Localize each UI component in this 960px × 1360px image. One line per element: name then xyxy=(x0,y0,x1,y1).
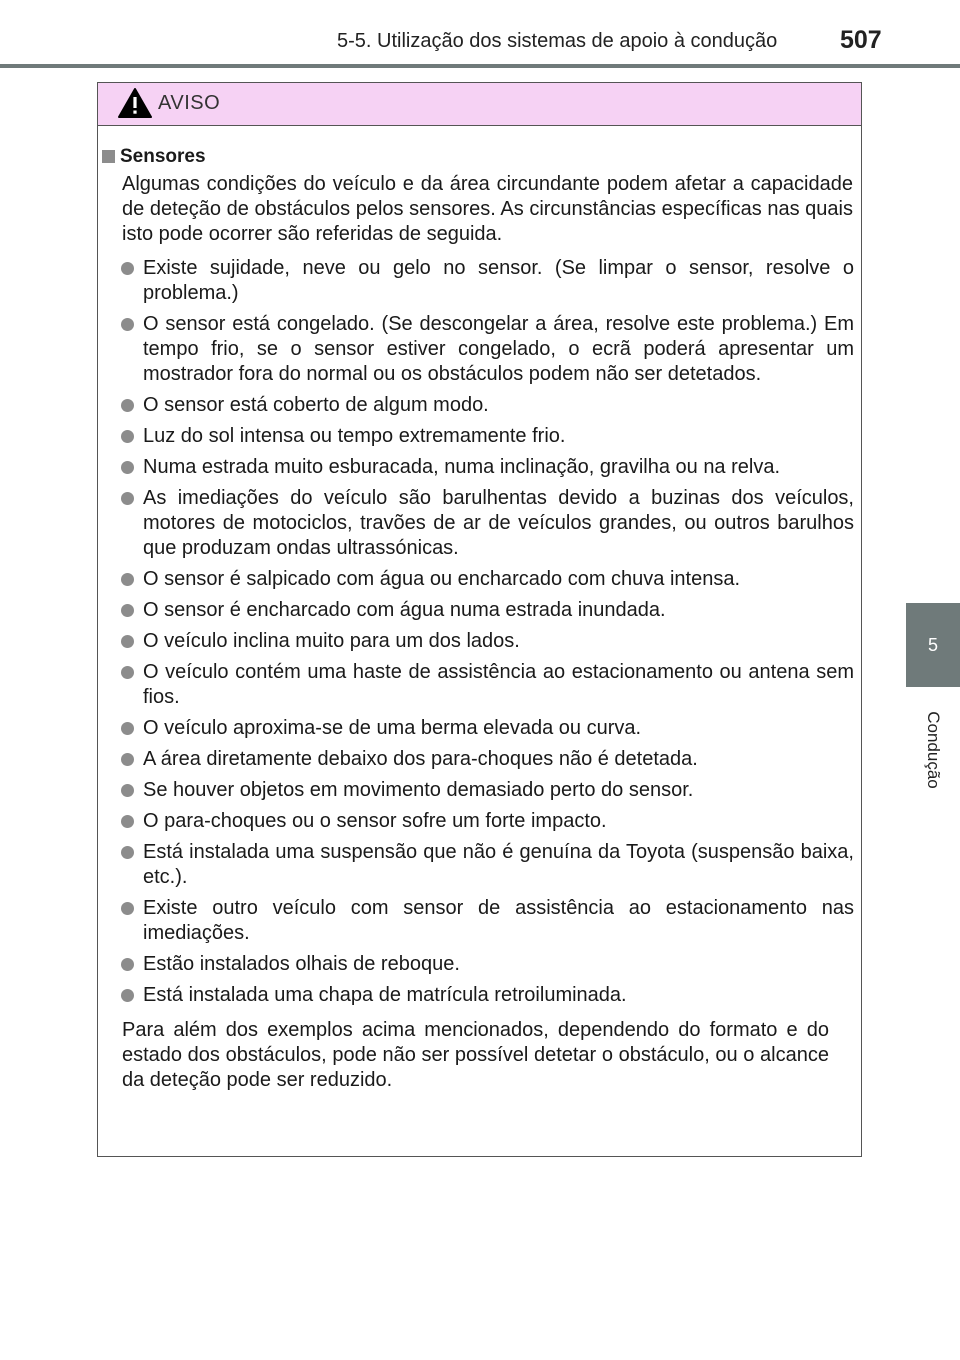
list-item xyxy=(121,486,854,561)
warning-box xyxy=(97,82,862,1157)
square-bullet-icon xyxy=(102,150,115,163)
list-item xyxy=(121,952,854,977)
list-item-text: A área diretamente debaixo dos para-choques não é detetada. xyxy=(143,748,698,770)
list-item-text: O veículo inclina muito para um dos lados. xyxy=(143,630,520,652)
list-item-text: O sensor é salpicado com água ou encharcado com chuva intensa. xyxy=(143,568,741,590)
list-item-text: O sensor está congelado. (Se descongelar a área, resolve este problema.) Em tempo frio, se o sensor estiver congelado, o ecrã poderá apresentar um mostrador fora do normal ou os obstáculos podem não ser detetados. xyxy=(143,313,854,385)
circle-bullet-icon xyxy=(121,902,134,915)
circle-bullet-icon xyxy=(121,666,134,679)
circle-bullet-icon xyxy=(121,815,134,828)
circle-bullet-icon xyxy=(121,430,134,443)
warning-title: AVISO xyxy=(158,92,221,114)
circle-bullet-icon xyxy=(121,753,134,766)
circle-bullet-icon xyxy=(121,461,134,474)
list-item-text: Está instalada uma chapa de matrícula retroiluminada. xyxy=(143,984,627,1006)
circle-bullet-icon xyxy=(121,722,134,735)
circle-bullet-icon xyxy=(121,846,134,859)
list-item-text: O sensor está coberto de algum modo. xyxy=(143,394,489,416)
list-item xyxy=(121,778,854,803)
list-item-text: Se houver objetos em movimento demasiado perto do sensor. xyxy=(143,779,694,801)
list-item xyxy=(121,455,854,480)
list-item-text: Existe sujidade, neve ou gelo no sensor. (Se limpar o sensor, resolve o problema.) xyxy=(143,257,854,304)
circle-bullet-icon xyxy=(121,989,134,1002)
circle-bullet-icon xyxy=(121,492,134,505)
list-item xyxy=(121,747,854,772)
circle-bullet-icon xyxy=(121,784,134,797)
list-item-text: Estão instalados olhais de reboque. xyxy=(143,953,460,975)
list-item xyxy=(121,256,854,306)
list-item xyxy=(121,393,854,418)
list-item xyxy=(121,840,854,890)
header-divider xyxy=(0,64,960,68)
circle-bullet-icon xyxy=(121,604,134,617)
list-item xyxy=(121,424,854,449)
list-item-text: O veículo aproxima-se de uma berma elevada ou curva. xyxy=(143,717,642,739)
list-item-text: O para-choques ou o sensor sofre um forte impacto. xyxy=(143,810,607,832)
list-item xyxy=(121,716,854,741)
chapter-tab xyxy=(906,603,960,687)
list-item-text: Existe outro veículo com sensor de assistência ao estacionamento nas imediações. xyxy=(143,897,854,944)
list-item xyxy=(121,809,854,834)
warning-triangle-icon xyxy=(117,87,153,119)
circle-bullet-icon xyxy=(121,958,134,971)
list-item xyxy=(121,629,854,654)
warning-content xyxy=(98,144,861,1093)
list-item xyxy=(121,567,854,592)
list-item-text: O veículo contém uma haste de assistência ao estacionamento ou antena sem fios. xyxy=(143,661,854,708)
closing-paragraph: Para além dos exemplos acima mencionados, dependendo do formato e do estado dos obstáculos, pode não ser possível detetar o obstáculo, ou o alcance da deteção pode ser reduzido. xyxy=(122,1019,829,1091)
circle-bullet-icon xyxy=(121,573,134,586)
page-number: 507 xyxy=(840,26,882,54)
circle-bullet-icon xyxy=(121,635,134,648)
list-item xyxy=(121,660,854,710)
list-item xyxy=(121,312,854,387)
list-item xyxy=(121,896,854,946)
circle-bullet-icon xyxy=(121,318,134,331)
warning-header xyxy=(98,83,861,126)
section-heading xyxy=(102,144,861,169)
section-heading-text: Sensores xyxy=(120,146,206,167)
list-item-text: O sensor é encharcado com água numa estrada inundada. xyxy=(143,599,666,621)
list-item xyxy=(121,598,854,623)
list-item-text: Está instalada uma suspensão que não é genuína da Toyota (suspensão baixa, etc.). xyxy=(143,841,854,888)
circle-bullet-icon xyxy=(121,262,134,275)
list-item-text: Numa estrada muito esburacada, numa inclinação, gravilha ou na relva. xyxy=(143,456,781,478)
condition-list xyxy=(98,256,861,1008)
list-item xyxy=(121,983,854,1008)
section-title: 5-5. Utilização dos sistemas de apoio à condução xyxy=(337,30,778,52)
intro-paragraph: Algumas condições do veículo e da área circundante podem afetar a capacidade de deteção de obstáculos pelos sensores. As circunstâncias específicas nas quais isto pode ocorrer são referidas de seguida. xyxy=(122,173,853,245)
chapter-label: Condução xyxy=(924,711,944,789)
list-item-text: Luz do sol intensa ou tempo extremamente frio. xyxy=(143,425,566,447)
circle-bullet-icon xyxy=(121,399,134,412)
chapter-label-container xyxy=(906,700,960,800)
chapter-number: 5 xyxy=(927,634,938,655)
list-item-text: As imediações do veículo são barulhentas devido a buzinas dos veículos, motores de motociclos, travões de ar de veículos grandes, ou outros barulhos que produzam ondas ultrassónicas. xyxy=(143,487,854,559)
